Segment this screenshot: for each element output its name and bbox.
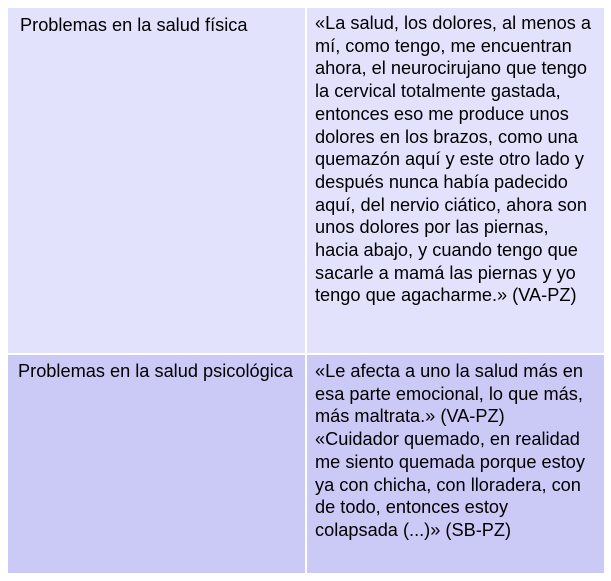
category-cell: Problemas en la salud psicológica xyxy=(8,355,305,573)
quote-cell xyxy=(307,8,604,353)
category-cell: Problemas en la salud física xyxy=(8,8,305,353)
quote-text: «La salud, los dolores, al menos a mí, como tengo, me encuentran ahora, el neurocirujano que tengo la cervical totalmente gastada, entonces eso me produce unos dolores en los brazos, como una quemazón aquí y este otro lado y después nunca había padecido aquí, del nervio ciático, ahora son unos dolores por las piernas, hacia abajo, y cuando tengo que sacarle a mamá las piernas y yo tengo que agacharme.» (VA-PZ) xyxy=(315,13,592,306)
quote-text: «Cuidador quemado, en realidad me siento quemada porque estoy ya con chicha, con lloradera, con de todo, entonces estoy colapsada (...)» (SB-PZ) xyxy=(315,429,585,540)
quote-text: «Le afecta a uno la salud más en esa parte emocional, lo que más, más maltrata.» (VA-PZ) xyxy=(315,361,583,427)
quote-cell xyxy=(307,355,604,573)
quotes-table xyxy=(8,8,604,573)
